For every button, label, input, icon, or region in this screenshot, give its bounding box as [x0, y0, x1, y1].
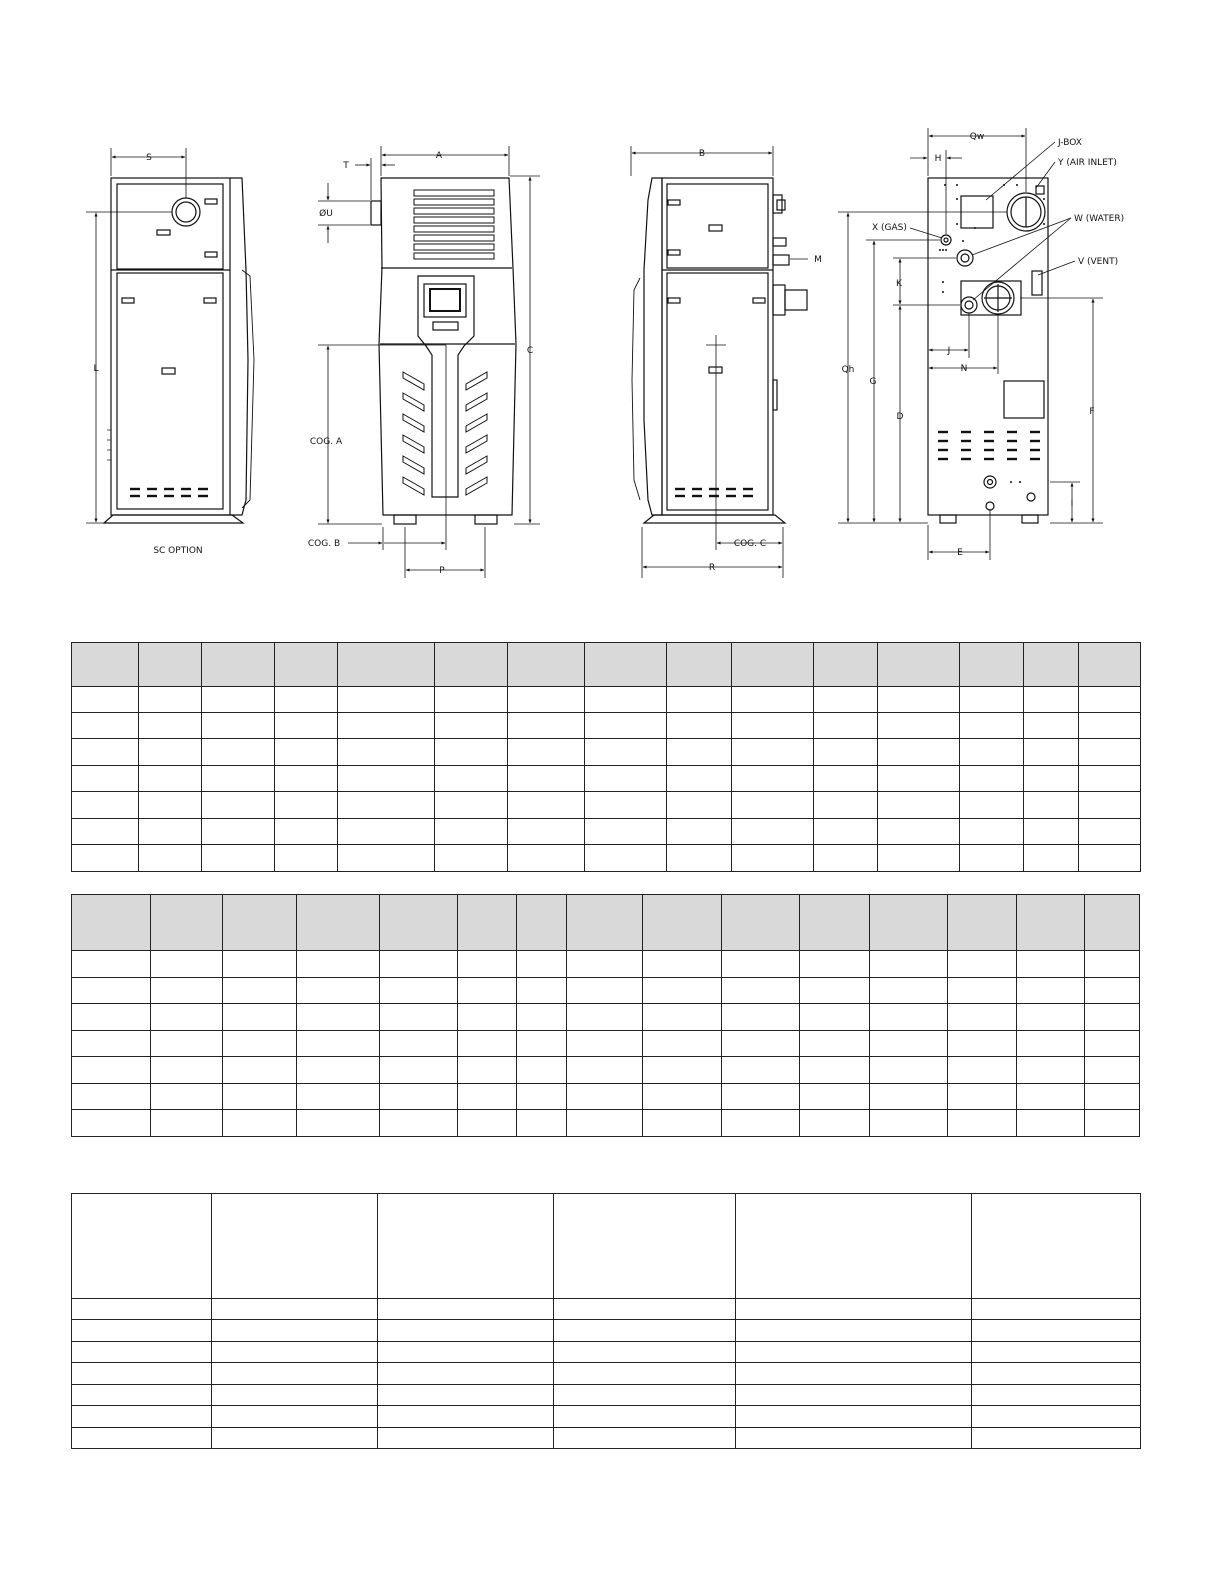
dim-n-label: N: [960, 364, 968, 374]
front-view: [371, 178, 516, 524]
table-row: [72, 766, 1141, 792]
dim-l-label: L: [93, 364, 99, 374]
dimensions-table-1: [71, 642, 1141, 872]
table-row: [72, 687, 1141, 713]
dim-r-label: R: [708, 563, 716, 573]
table-row: [72, 1406, 1141, 1428]
water-label: W (WATER): [1074, 214, 1125, 224]
jbox-label: J-BOX: [1058, 138, 1082, 148]
rear-view-dots: [939, 184, 1045, 483]
table-row: [72, 1299, 1141, 1320]
dimensions-table-2: [71, 894, 1140, 1137]
table-header-row: [72, 895, 1140, 951]
dim-b-label: B: [698, 149, 706, 159]
dim-cog-b-label: COG. B: [307, 539, 341, 549]
vent-label: V (VENT): [1078, 257, 1119, 267]
dim-cog-c-label: COG. C: [733, 539, 767, 549]
table-row: [72, 1385, 1141, 1406]
dim-k-label: K: [896, 279, 902, 289]
dim-qh-label: Qh: [841, 365, 855, 375]
dimensions-table-3: [71, 1193, 1141, 1449]
table-row: [72, 1342, 1141, 1363]
gas-label: X (GAS): [872, 223, 907, 233]
dim-c-label: C: [526, 346, 534, 356]
table-row: [72, 1084, 1140, 1110]
table-row: [72, 739, 1141, 766]
dim-t-label: T: [343, 161, 349, 171]
dim-g-label: G: [869, 377, 877, 387]
table-header-row: [72, 1194, 1141, 1299]
table-row: [72, 1110, 1140, 1137]
dim-h-label: H: [934, 154, 942, 164]
table-row: [72, 713, 1141, 739]
table-row: [72, 1320, 1141, 1342]
sc-option-dimensions: [86, 148, 186, 523]
front-dimensions: [318, 146, 540, 578]
dim-cog-a-label: COG. A: [309, 437, 343, 447]
table-row: [72, 1363, 1141, 1385]
dim-j-label: J: [947, 346, 951, 356]
table-row: [72, 819, 1141, 845]
dim-f-label: F: [1089, 407, 1095, 417]
dim-qw-label: Qw: [969, 132, 985, 142]
dim-u-label: ØU: [319, 209, 333, 219]
rear-dimensions: [838, 128, 1103, 560]
side-view: [632, 178, 807, 523]
table-header-row: [72, 643, 1141, 687]
dim-e-label: E: [957, 548, 963, 558]
dim-i-label: I: [1070, 499, 1074, 509]
dim-s-label: S: [146, 153, 152, 163]
dim-m-label: M: [814, 255, 822, 265]
table-row: [72, 845, 1141, 872]
table-row: [72, 792, 1141, 819]
sc-option-view: [104, 178, 254, 523]
air-inlet-label: Y (AIR INLET): [1058, 158, 1117, 168]
table-row: [72, 1428, 1141, 1449]
table-row: [72, 1004, 1140, 1031]
table-row: [72, 951, 1140, 978]
dim-p-label: P: [439, 566, 445, 576]
dimension-drawing: [0, 0, 1224, 620]
table-row: [72, 1031, 1140, 1057]
sc-option-caption: SC OPTION: [153, 546, 203, 556]
dim-a-label: A: [435, 151, 443, 161]
dim-d-label: D: [896, 412, 904, 422]
table-row: [72, 1057, 1140, 1084]
table-row: [72, 978, 1140, 1004]
